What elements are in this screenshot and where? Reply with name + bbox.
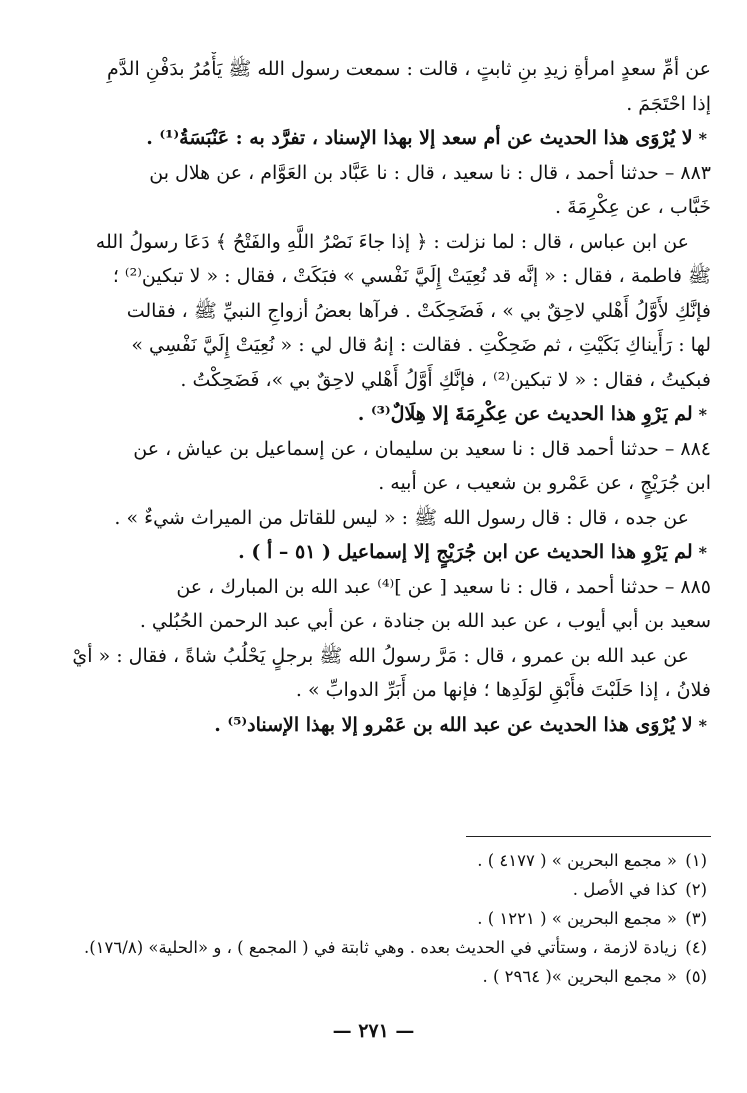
chain-note-text: لم يَرْوِ هذا الحديث عن عِكْرِمَةَ إلا هِلَالٌ⁽³⁾ . <box>357 403 693 425</box>
main-text <box>36 52 711 742</box>
footnote <box>36 933 707 962</box>
footnote-divider <box>466 836 711 837</box>
footnote-number: (٣) <box>685 909 707 928</box>
footnote <box>36 904 707 933</box>
text-line: ابن جُرَيْجٍ ، عن عَمْرو بن شعيب ، عن أبيه . <box>378 472 711 494</box>
hadith-885-heading: ٨٨٥ – حدثنا أحمد ، قال : نا سعيد [ عن ]⁽⁴⁾ عبد الله بن المبارك ، عن <box>176 575 711 598</box>
text-line: عن عبد الله بن عمرو ، قال : مَرَّ رسولُ الله ﷺ برجلٍ يَحْلُبُ شاةً ، فقال : « أيْ <box>72 644 689 667</box>
chain-note-text: لا يُرْوَى هذا الحديث عن أم سعد إلا بهذا الإسناد ، تفرَّد به : عَنْبَسَةُ⁽¹⁾ . <box>146 127 693 149</box>
text-line: سعيد بن أبي أيوب ، عن عبد الله بن جنادة ، عن أبي عبد الرحمن الحُبُلي . <box>139 610 711 632</box>
footnote-number: (٢) <box>685 880 707 899</box>
footnote-text: « مجمع البحرين » ( ٤١٧٧ ) . <box>477 851 677 870</box>
text-line: عن ابن عباس ، قال : لما نزلت : ﴿ إذا جاءَ نَصْرُ اللَّهِ والفَتْحُ ﴾ دَعَا رسولُ الله <box>95 230 689 253</box>
text-line: إذا احْتَجَمَ . <box>626 92 711 115</box>
chain-note <box>36 535 711 570</box>
text-line: فبكيتُ ، فقال : « لا تبكين⁽²⁾ ، فإنَّكِ أَوَّلُ أَهْلي لاحِقٌ بي »، فَضَحِكْتُ . <box>180 368 711 391</box>
hadith-883-heading: ٨٨٣ – حدثنا أحمد ، قال : نا سعيد ، قال : نا عَبَّاد بن العَوَّام ، عن هلال بن <box>149 161 711 184</box>
chain-note-text: لا يُرْوَى هذا الحديث عن عبد الله بن عَمْرو إلا بهذا الإسناد⁽⁵⁾ . <box>214 713 693 736</box>
footnotes <box>36 846 707 991</box>
footnote-number: (٤) <box>685 938 707 957</box>
footnote-text: كذا في الأصل . <box>572 880 677 899</box>
text-line: فإنَّكِ لأَوَّلُ أَهْلي لاحِقٌ بي » ، فَضَحِكَتْ . فرآها بعضُ أزواجِ النبيِّ ﷺ ، فقالت <box>126 299 711 322</box>
footnote-number: (١) <box>685 851 707 870</box>
text-line: عن أمِّ سعدٍ امرأةِ زيدِ بنِ ثابتٍ ، قالت : سمعت رسول الله ﷺ يَأْمُرُ بدَفْنِ الدَّمِ <box>106 58 711 80</box>
star-icon: * <box>698 129 707 148</box>
star-icon: * <box>698 405 707 424</box>
chain-note-text: لم يَرْوِ هذا الحديث عن ابن جُرَيْجٍ إلا إسماعيل ( ٥١ – أ ) . <box>238 541 693 563</box>
chain-note <box>36 397 711 432</box>
text-line: عن جده ، قال : قال رسول الله ﷺ : « ليس للقاتل من الميراث شيءٌ » . <box>114 506 689 529</box>
page-number: — ٢٧١ — <box>332 1020 415 1042</box>
chain-note <box>36 708 711 743</box>
footnote-text: « مجمع البحرين » ( ١٢٢١ ) . <box>477 909 677 928</box>
footnote-text: زيادة لازمة ، وستأتي في الحديث بعده . وهي ثابتة في ( المجمع ) ، و «الحلية» (١٧٦/٨). <box>83 938 677 957</box>
footnote-text: « مجمع البحرين »( ٢٩٦٤ ) . <box>482 967 677 986</box>
text-line: ﷺ فاطمة ، فقال : « إنَّه قد نُعِيَتْ إِلَيَّ نَفْسي » فبَكَتْ ، فقال : « لا تبكين⁽²⁾ ؛ <box>112 265 711 287</box>
text-line: خَبَّاب ، عن عِكْرِمَةَ . <box>555 196 711 218</box>
star-icon: * <box>698 543 707 562</box>
star-icon: * <box>698 715 707 735</box>
footnote <box>36 962 707 991</box>
hadith-884-heading: ٨٨٤ – حدثنا أحمد قال : نا سعيد بن سليمان ، عن إسماعيل بن عياش ، عن <box>133 437 711 460</box>
footnote-number: (٥) <box>685 967 707 986</box>
text-line: لها : رَأَيناكِ بَكَيْتِ ، ثم ضَحِكْتِ . فقالت : إنهُ قال لي : « نُعِيَتْ إِلَيَّ نَفْسِي » <box>131 334 711 356</box>
chain-note <box>36 121 711 156</box>
text-line: فلانُ ، إذا حَلَبْتَ فأَبْقِ لوَلَدِها ؛ فإنها من أَبَرِّ الدوابِّ » . <box>295 679 711 701</box>
footnote <box>36 875 707 904</box>
footnote <box>36 846 707 875</box>
